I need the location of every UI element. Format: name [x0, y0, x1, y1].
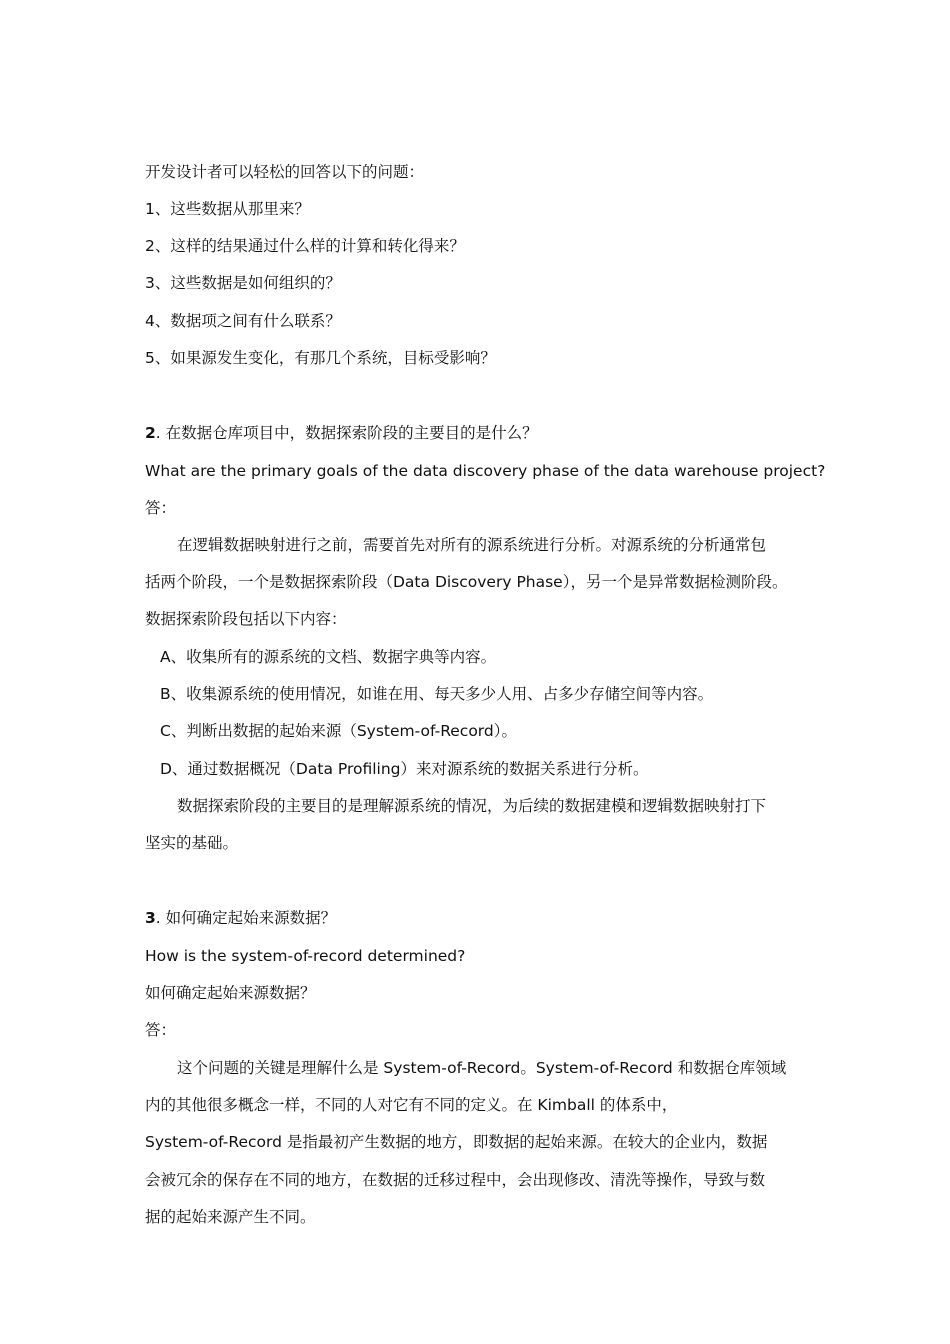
q2-para1-line-1: 在逻辑数据映射进行之前，需要首先对所有的源系统进行分析。对源系统的分析通常包 — [177, 536, 767, 554]
q2-para1-line-2: 括两个阶段，一个是数据探索阶段（Data Discovery Phase），另一个是异常数据检测阶段。 — [145, 573, 788, 591]
q3-chinese-repeat: 如何确定起始来源数据？ — [145, 984, 316, 1002]
intro-question-1: 1、这些数据从那里来？ — [145, 200, 310, 218]
q3-para-line-5: 据的起始来源产生不同。 — [145, 1208, 316, 1226]
intro-lead: 开发设计者可以轻松的回答以下的问题： — [145, 163, 425, 181]
q2-para2-line-2: 坚实的基础。 — [145, 834, 239, 852]
q2-title: . 在数据仓库项目中，数据探索阶段的主要目的是什么？ — [155, 424, 538, 442]
q2-para2-line-1: 数据探索阶段的主要目的是理解源系统的情况，为后续的数据建模和逻辑数据映射打下 — [177, 797, 767, 815]
q2-answer-label: 答： — [145, 499, 177, 517]
q3-answer-label: 答： — [145, 1021, 177, 1039]
q2-number: 2 — [145, 424, 156, 442]
intro-question-3: 3、这些数据是如何组织的？ — [145, 274, 341, 292]
q3-para-line-3: System-of-Record 是指最初产生数据的地方，即数据的起始来源。在较大的企业内，数据 — [145, 1133, 768, 1151]
q3-heading — [145, 907, 825, 929]
q3-number: 3 — [145, 909, 156, 927]
q2-english: What are the primary goals of the data discovery phase of the data warehouse project? — [145, 462, 826, 480]
q2-heading — [145, 422, 825, 444]
q2-para1-line-3: 数据探索阶段包括以下内容： — [145, 610, 347, 628]
q3-para-line-1: 这个问题的关键是理解什么是 System-of-Record。System-of-Record 和数据仓库领域 — [177, 1059, 787, 1077]
q3-title: . 如何确定起始来源数据？ — [155, 909, 337, 927]
q3-para-line-2: 内的其他很多概念一样，不同的人对它有不同的定义。在 Kimball 的体系中， — [145, 1096, 678, 1114]
q3-para-line-4: 会被冗余的保存在不同的地方，在数据的迁移过程中，会出现修改、清洗等操作，导致与数 — [145, 1171, 766, 1189]
q3-english: How is the system-of-record determined? — [145, 947, 466, 965]
intro-question-2: 2、这样的结果通过什么样的计算和转化得来？ — [145, 237, 465, 255]
q2-item-b: B、收集源系统的使用情况，如谁在用、每天多少人用、占多少存储空间等内容。 — [160, 685, 714, 703]
intro-question-5: 5、如果源发生变化，有那几个系统，目标受影响？ — [145, 349, 496, 367]
q2-item-c: C、判断出数据的起始来源（System-of-Record）。 — [160, 722, 517, 740]
q2-item-a: A、收集所有的源系统的文档、数据字典等内容。 — [160, 648, 497, 666]
q2-item-d: D、通过数据概况（Data Profiling）来对源系统的数据关系进行分析。 — [160, 760, 649, 778]
intro-question-4: 4、数据项之间有什么联系？ — [145, 312, 341, 330]
